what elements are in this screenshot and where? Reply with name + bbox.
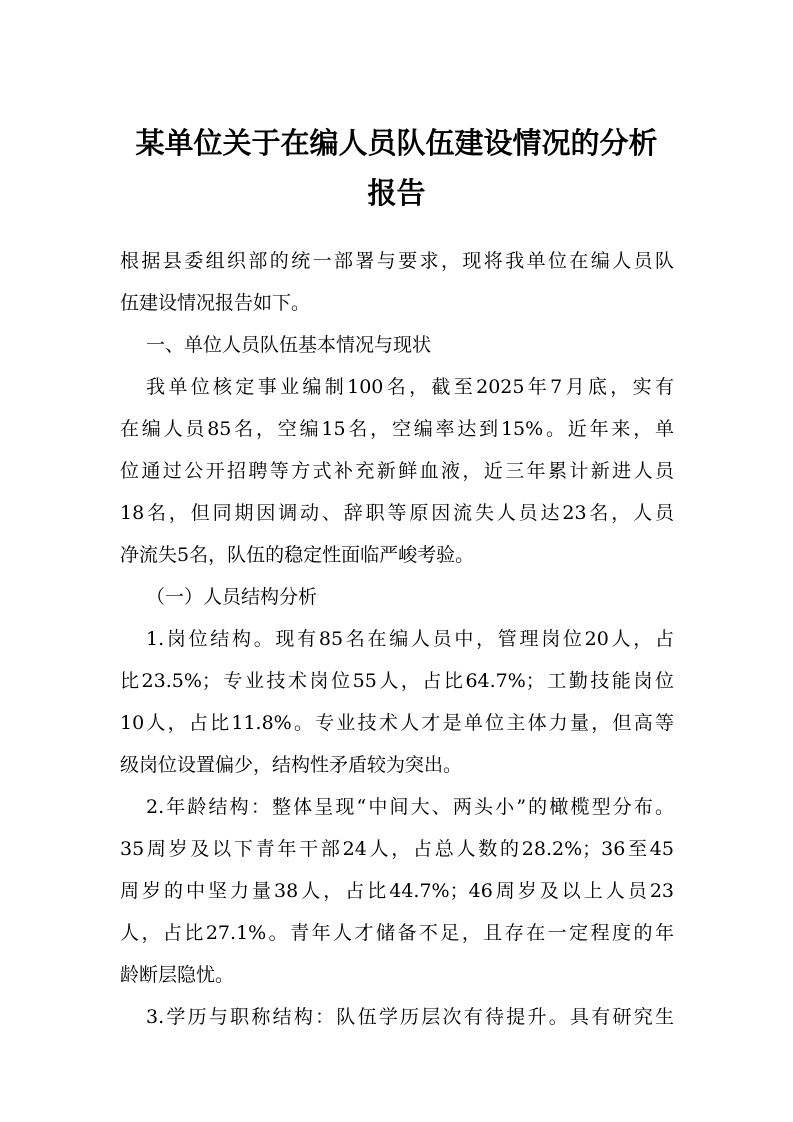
body-text-line: 根据县委组织部的统一部署与要求，现将我单位在编人员队: [120, 250, 674, 272]
body-text-line: 龄断层隐忧。: [120, 964, 235, 986]
subsection-heading: （一）人员结构分析: [146, 586, 318, 608]
body-text-line: 周岁的中坚力量38人，占比44.7%；46周岁及以上人员23: [120, 880, 674, 902]
body-text-line: 人，占比27.1%。青年人才储备不足，且存在一定程度的年: [120, 922, 674, 944]
body-text-line: 35周岁及以下青年干部24人，占总人数的28.2%；36至45: [120, 838, 674, 860]
body-text-line: 比23.5%；专业技术岗位55人，占比64.7%；工勤技能岗位: [120, 670, 674, 692]
body-text-line: 位通过公开招聘等方式补充新鲜血液，近三年累计新进人员: [120, 460, 674, 482]
section-heading: 一、单位人员队伍基本情况与现状: [146, 334, 432, 356]
body-text-line: 净流失5名，队伍的稳定性面临严峻考验。: [120, 544, 475, 566]
body-text-line: 在编人员85名，空编15名，空编率达到15%。近年来，单: [120, 418, 674, 440]
body-text-line: 3.学历与职称结构：队伍学历层次有待提升。具有研究生: [146, 1006, 674, 1028]
body-text-line: 伍建设情况报告如下。: [120, 292, 311, 314]
body-text-line: 2.年龄结构：整体呈现“中间大、两头小”的橄榄型分布。: [146, 796, 674, 818]
body-text-line: 18名，但同期因调动、辞职等原因流失人员达23名，人员: [120, 502, 674, 524]
body-text-line: 级岗位设置偏少，结构性矛盾较为突出。: [120, 754, 463, 776]
body-text-line: 1.岗位结构。现有85名在编人员中，管理岗位20人，占: [146, 628, 674, 650]
document-title-line-1: 某单位关于在编人员队伍建设情况的分析: [135, 126, 658, 160]
body-text-line: 我单位核定事业编制100名，截至2025年7月底，实有: [146, 376, 674, 398]
document-title-line-2: 报告: [367, 176, 426, 210]
body-text-line: 10人，占比11.8%。专业技术人才是单位主体力量，但高等: [120, 712, 674, 734]
